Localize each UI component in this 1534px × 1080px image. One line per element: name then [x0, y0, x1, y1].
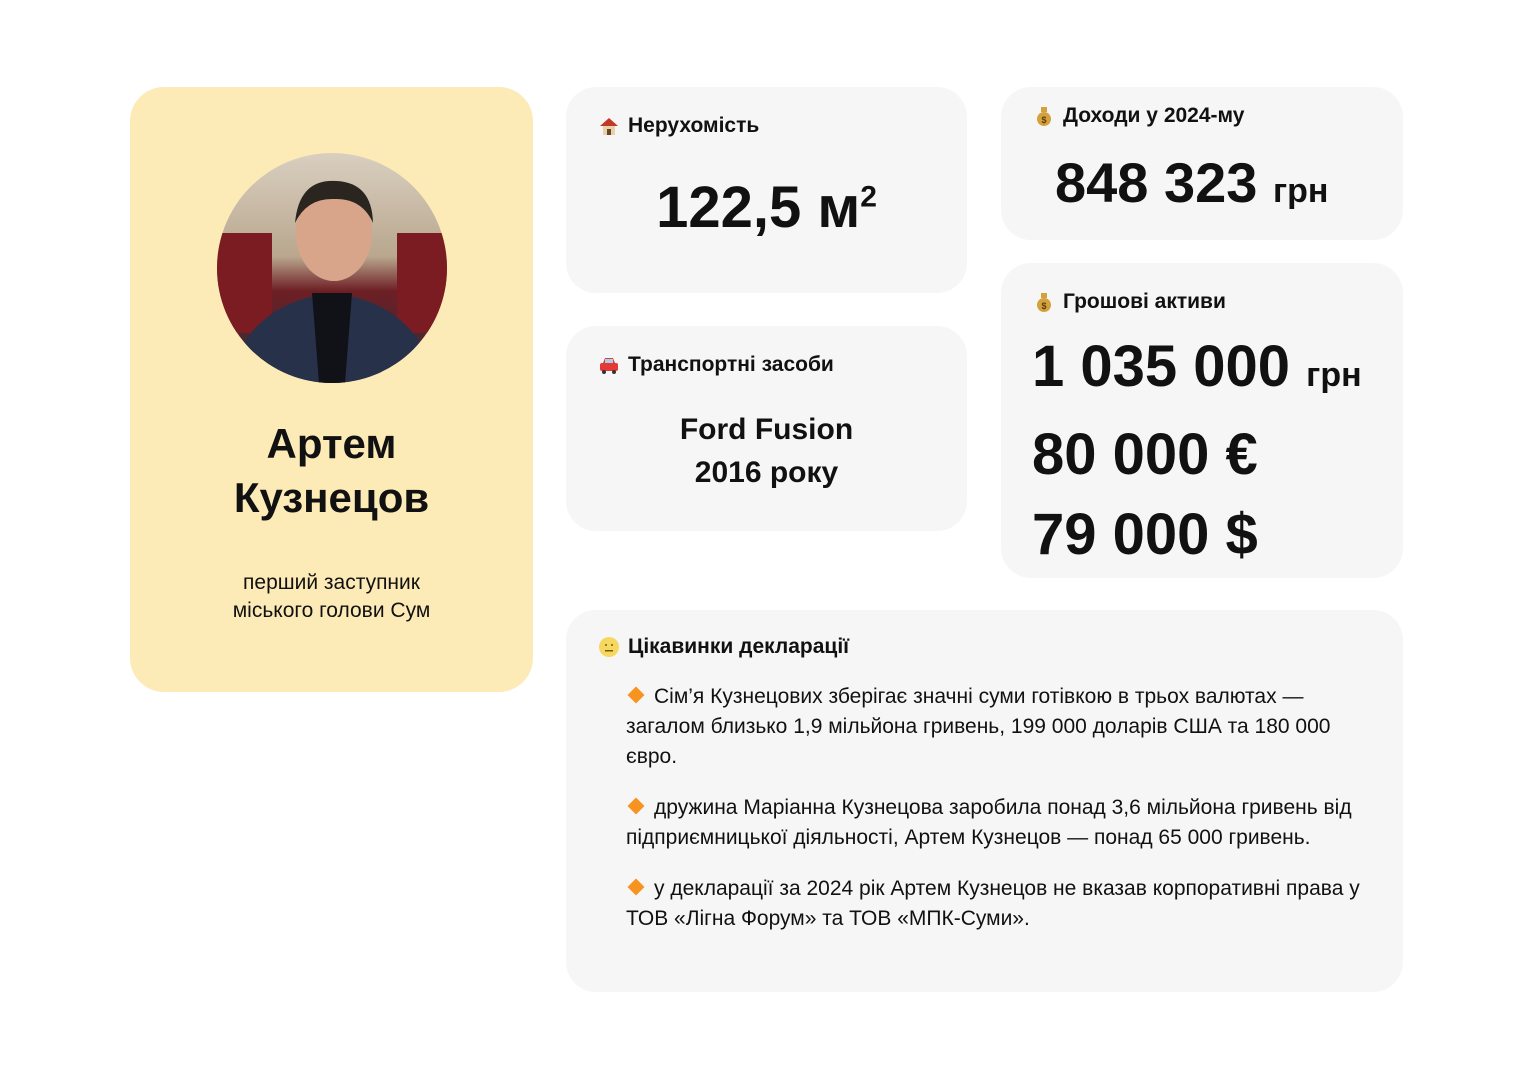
vehicles-card: [566, 326, 967, 531]
card-title-text: Нерухомість: [628, 114, 760, 137]
assets-uah-unit: грн: [1306, 356, 1362, 394]
role-line: міського голови Сум: [232, 599, 431, 622]
face-icon: [598, 636, 620, 658]
card-title: [598, 352, 834, 378]
vehicle-year: 2016 року: [694, 456, 839, 489]
profile-card: [130, 87, 533, 692]
svg-text:$: $: [1041, 115, 1047, 125]
money-bag-icon: [1033, 291, 1055, 313]
last-name: Кузнецов: [233, 474, 430, 521]
income-amount: 848 323: [1055, 151, 1258, 214]
income-unit: грн: [1273, 172, 1329, 210]
vehicle-model: Ford Fusion: [679, 413, 854, 446]
diamond-bullet-icon: [628, 798, 645, 815]
income-card: [1001, 87, 1403, 240]
assets-values: [1032, 327, 1362, 575]
card-title-text: Грошові активи: [1063, 290, 1226, 313]
car-icon: [598, 354, 620, 376]
card-title: [598, 113, 759, 139]
list-item: [626, 793, 1366, 853]
cash-assets-card: [1001, 263, 1403, 578]
vehicle-value: [566, 408, 967, 494]
person-role: [130, 569, 533, 625]
fact-text: Сім’я Кузнецових зберігає значні суми готівкою в трьох валютах — загалом близько 1,9 мільйона гривень, 199 000 доларів США та 180 000 євро.: [626, 685, 1331, 768]
card-title-text: Доходи у 2024-му: [1063, 104, 1245, 127]
list-item: [626, 874, 1366, 934]
card-title: [1033, 103, 1244, 129]
assets-uah: 1 035 000: [1032, 334, 1291, 399]
area-sup: 2: [860, 180, 877, 214]
card-title: [1033, 289, 1226, 315]
person-name: [130, 417, 533, 525]
assets-eur: 80 000 €: [1032, 422, 1258, 487]
fact-text: дружина Маріанна Кузнецова заробила понад 3,6 мільйона гривень від підприємницької діяльності, Артем Кузнецов — понад 65 000 гривень.: [626, 796, 1352, 849]
real-estate-card: [566, 87, 967, 293]
area-value: 122,5 м: [656, 175, 861, 240]
diamond-bullet-icon: [628, 687, 645, 704]
facts-list: [626, 682, 1366, 955]
card-title-text: Цікавинки декларації: [628, 635, 850, 658]
svg-text:$: $: [1041, 301, 1047, 311]
assets-usd: 79 000 $: [1032, 502, 1258, 567]
fact-text: у декларації за 2024 рік Артем Кузнецов не вказав корпоративні права у ТОВ «Лігна Форум» та ТОВ «МПК-Суми».: [626, 877, 1360, 930]
role-line: перший заступник: [243, 571, 420, 594]
diamond-bullet-icon: [628, 879, 645, 896]
money-bag-icon: [1033, 105, 1055, 127]
first-name: Артем: [266, 420, 397, 467]
income-value: [1055, 149, 1403, 225]
facts-card: [566, 610, 1403, 992]
card-title-text: Транспортні засоби: [628, 353, 834, 376]
card-title: [598, 634, 849, 660]
real-estate-value: [566, 173, 967, 243]
avatar-photo: [217, 153, 447, 383]
list-item: [626, 682, 1366, 772]
house-icon: [598, 115, 620, 137]
